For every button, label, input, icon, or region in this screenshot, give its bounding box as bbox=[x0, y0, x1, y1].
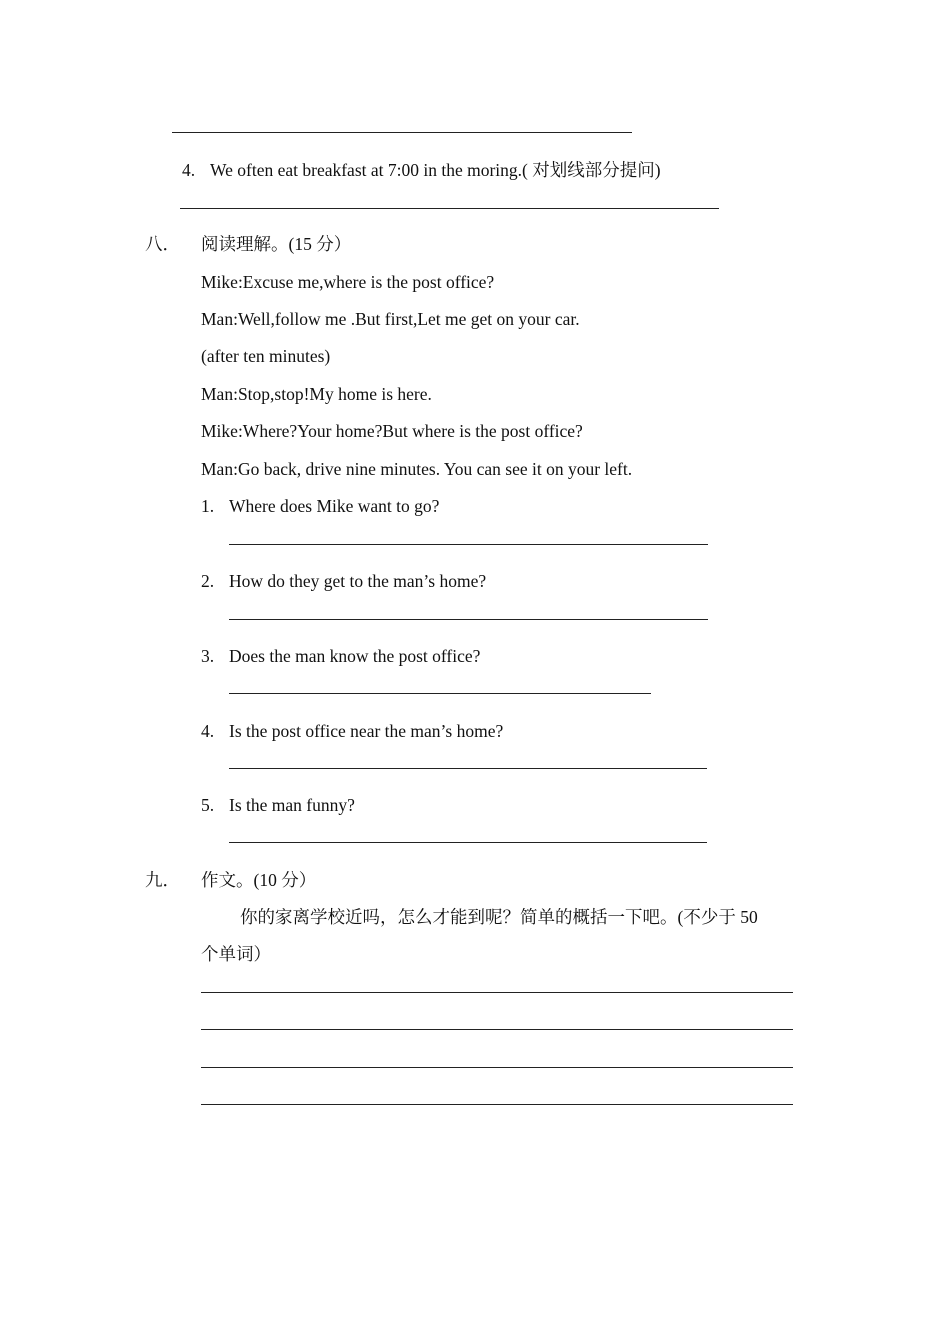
question-text: Is the man funny? bbox=[229, 795, 355, 815]
question-number: 3. bbox=[201, 646, 215, 666]
writing-line-4 bbox=[201, 1104, 793, 1105]
answer-line-q5 bbox=[229, 842, 707, 843]
question-2 bbox=[201, 570, 486, 592]
question-text: How do they get to the man’s home? bbox=[229, 571, 487, 591]
writing-prompt-line-1: 你的家离学校近吗，怎么才能到呢？简单的概括一下吧。(不少于 50 bbox=[240, 907, 758, 927]
writing-prompt-line-2: 个单词） bbox=[201, 944, 271, 964]
dialogue-line: (after ten minutes) bbox=[201, 346, 331, 366]
question-text: Does the man know the post office? bbox=[229, 646, 481, 666]
reading-section-heading: 阅读理解。(15 分） bbox=[201, 234, 352, 254]
question-3 bbox=[201, 645, 480, 667]
question-number: 2. bbox=[201, 571, 215, 591]
dialogue-line: Man:Go back, drive nine minutes. You can see it on your left. bbox=[201, 459, 633, 479]
dialogue-line: Man:Stop,stop!My home is here. bbox=[201, 384, 432, 404]
question-4 bbox=[201, 720, 503, 742]
dialogue-line: Mike:Where?Your home?But where is the post office? bbox=[201, 421, 583, 441]
writing-line-1 bbox=[201, 992, 793, 993]
question-number: 5. bbox=[201, 795, 215, 815]
answer-line-q1 bbox=[229, 544, 708, 545]
question-text: Is the post office near the man’s home? bbox=[229, 721, 504, 741]
dialogue-line: Mike:Excuse me,where is the post office? bbox=[201, 272, 495, 292]
answer-line-q2 bbox=[229, 619, 708, 620]
writing-line-3 bbox=[201, 1067, 793, 1068]
writing-section-heading: 作文。(10 分） bbox=[201, 870, 317, 890]
prev-item-4-number: 4. bbox=[182, 160, 196, 180]
prev-item-4-text: We often eat breakfast at 7:00 in the moring.( 对划线部分提问) bbox=[210, 160, 661, 180]
writing-section-marker: 九． bbox=[145, 870, 180, 890]
answer-line-q3 bbox=[229, 693, 651, 694]
reading-section-marker: 八． bbox=[145, 234, 180, 254]
question-text: Where does Mike want to go? bbox=[229, 496, 440, 516]
question-5 bbox=[201, 794, 355, 816]
question-number: 1. bbox=[201, 496, 215, 516]
dialogue-line: Man:Well,follow me .But first,Let me get on your car. bbox=[201, 309, 580, 329]
answer-line-prev-4 bbox=[180, 208, 719, 209]
writing-line-2 bbox=[201, 1029, 793, 1030]
question-number: 4. bbox=[201, 721, 215, 741]
answer-line-q4 bbox=[229, 768, 707, 769]
prev-item-4 bbox=[182, 159, 661, 181]
question-1 bbox=[201, 495, 439, 517]
answer-line-prev-3 bbox=[172, 132, 632, 133]
